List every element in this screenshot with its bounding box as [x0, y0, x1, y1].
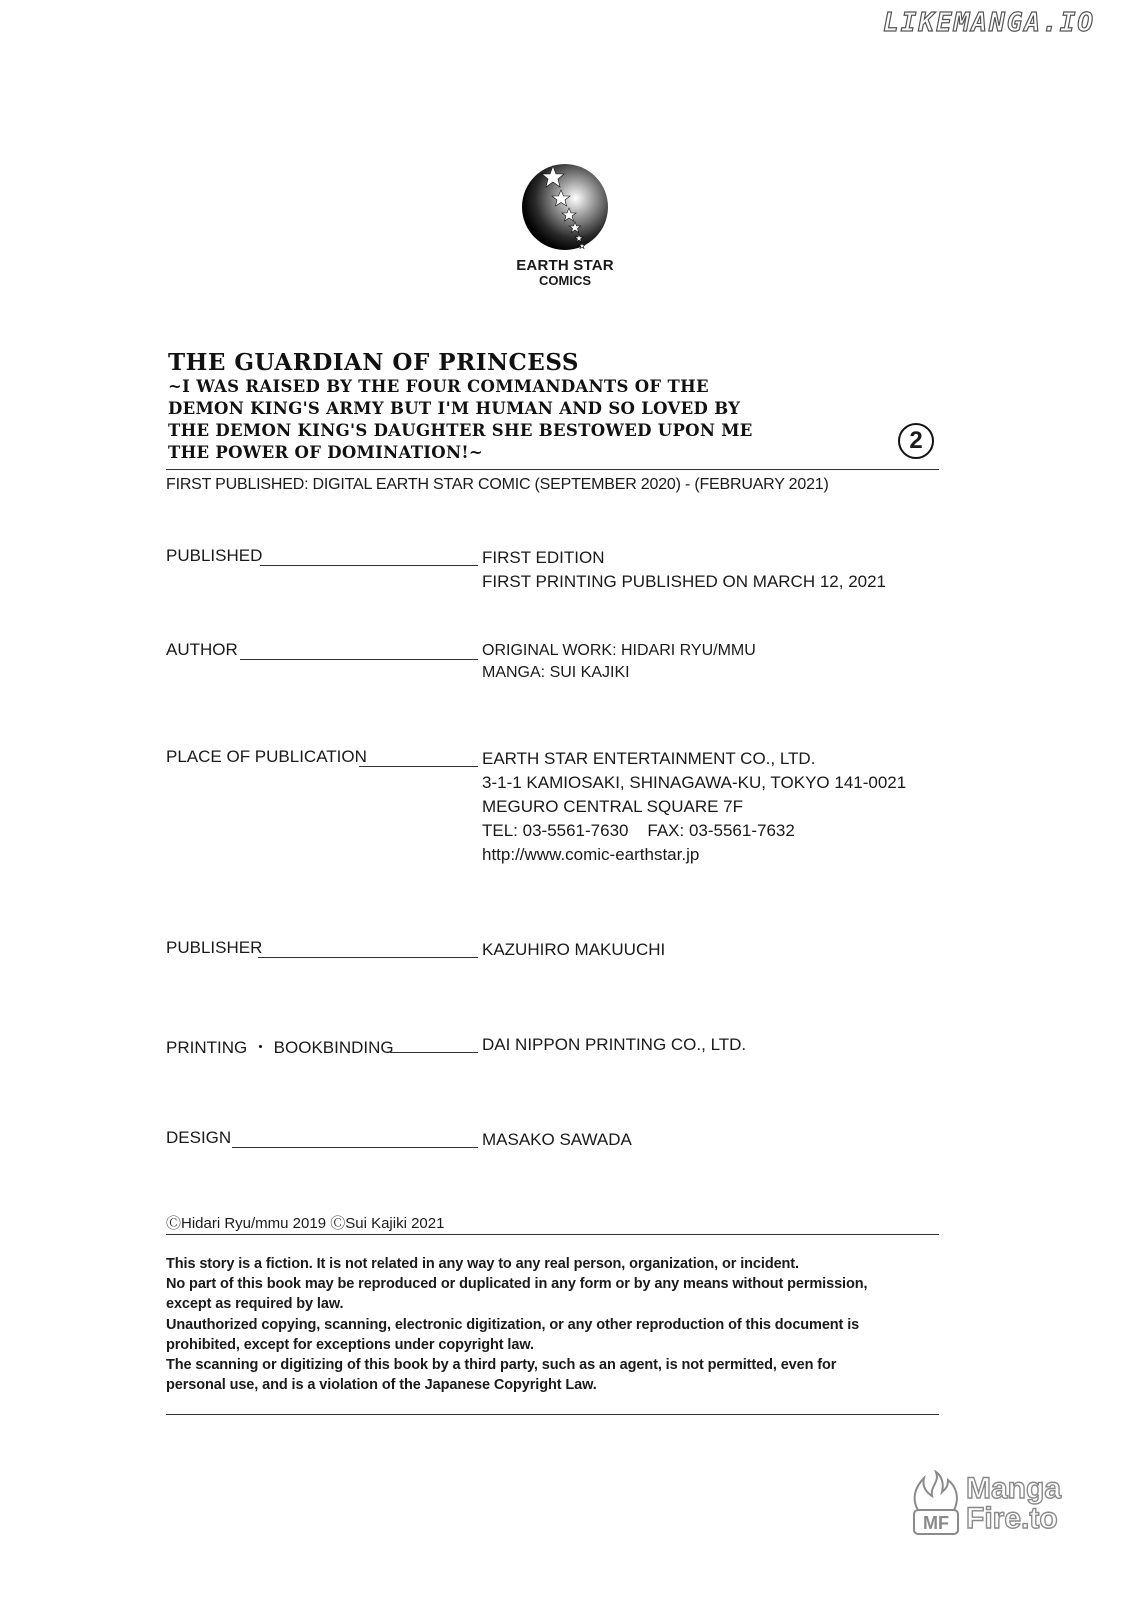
earth-star-logo-icon — [515, 162, 615, 252]
colophon-label: PUBLISHED — [166, 546, 263, 565]
colophon-value — [482, 1033, 746, 1057]
value-line: MANGA: SUI KAJIKI — [482, 664, 630, 681]
mangafire-text — [966, 1474, 1061, 1534]
logo-line-2: COMICS — [539, 273, 591, 288]
legal-line: Unauthorized copying, scanning, electronic digitization, or any other reproduction of this document is — [166, 1316, 860, 1333]
colophon-value — [482, 1128, 632, 1152]
colophon-value — [482, 747, 906, 867]
value-line: 3-1-1 KAMIOSAKI, SHINAGAWA-KU, TOKYO 141-0021 — [482, 773, 907, 792]
colophon-value — [482, 640, 756, 684]
colophon-label: PRINTING ・ BOOKBINDING — [166, 1038, 394, 1057]
legal-notice — [166, 1254, 946, 1395]
subtitle-line: THE POWER OF DOMINATION!~ — [168, 443, 484, 462]
mangafire-line-2: Fire.to — [966, 1502, 1058, 1535]
legal-line: This story is a fiction. It is not related in any way to any real person, organization, or incident. — [166, 1256, 799, 1272]
leader-line — [258, 957, 478, 958]
volume-badge: 2 — [898, 423, 934, 459]
value-line: EARTH STAR ENTERTAINMENT CO., LTD. — [482, 749, 816, 768]
value-line: FIRST EDITION — [482, 548, 605, 567]
colophon-label: DESIGN — [166, 1128, 232, 1147]
title-main: THE GUARDIAN OF PRINCESS — [168, 349, 580, 376]
copyright-line: ⒸHidari Ryu/mmu 2019 ⒸSui Kajiki 2021 — [166, 1215, 445, 1232]
leader-line — [390, 1052, 478, 1053]
earth-star-logo-text — [470, 258, 660, 288]
legal-line: No part of this book may be reproduced or duplicated in any form or by any means without permission, — [166, 1276, 868, 1293]
copyright-divider — [166, 1234, 939, 1235]
title-divider — [166, 469, 939, 470]
logo-line-1: EARTH STAR — [516, 257, 614, 274]
book-title — [168, 350, 868, 464]
colophon-value — [482, 938, 665, 962]
flame-icon — [908, 1470, 964, 1538]
value-line: KAZUHIRO MAKUUCHI — [482, 940, 666, 959]
bottom-divider — [166, 1414, 939, 1415]
value-line: TEL: 03-5561-7630 FAX: 03-5561-7632 — [482, 821, 795, 840]
value-line: MEGURO CENTRAL SQUARE 7F — [482, 797, 744, 816]
legal-line: except as required by law. — [166, 1296, 344, 1313]
colophon-label: PUBLISHER — [166, 938, 263, 957]
leader-line — [240, 659, 478, 660]
legal-line: The scanning or digitizing of this book by a third party, such as an agent, is not permitted, even for — [166, 1357, 837, 1374]
value-line: ORIGINAL WORK: HIDARI RYU/MMU — [482, 642, 756, 659]
leader-line — [232, 1147, 478, 1148]
likemanga-watermark: LIKEMANGA.IO — [883, 8, 1095, 38]
svg-text:MF: MF — [923, 1513, 949, 1533]
subtitle-line: ~I WAS RAISED BY THE FOUR COMMANDANTS OF THE — [168, 377, 709, 396]
subtitle-line: DEMON KING'S ARMY BUT I'M HUMAN AND SO LOVED BY — [168, 399, 741, 418]
subtitle-line: THE DEMON KING'S DAUGHTER SHE BESTOWED UPON ME — [168, 421, 753, 440]
value-line: MASAKO SAWADA — [482, 1130, 632, 1149]
value-line: FIRST PRINTING PUBLISHED ON MARCH 12, 2021 — [482, 572, 887, 591]
colophon-label: AUTHOR — [166, 640, 238, 659]
mangafire-line-1: Manga — [966, 1472, 1062, 1505]
first-published-line: FIRST PUBLISHED: DIGITAL EARTH STAR COMIC (SEPTEMBER 2020) - (FEBRUARY 2021) — [166, 476, 829, 493]
mangafire-watermark — [908, 1470, 1098, 1540]
colophon-value — [482, 546, 886, 594]
legal-line: personal use, and is a violation of the Japanese Copyright Law. — [166, 1377, 597, 1394]
value-line: http://www.comic-earthstar.jp — [482, 845, 700, 864]
leader-line — [260, 565, 478, 566]
leader-line — [359, 766, 478, 767]
value-line: DAI NIPPON PRINTING CO., LTD. — [482, 1035, 747, 1054]
title-subtitle — [168, 376, 868, 464]
colophon-label: PLACE OF PUBLICATION — [166, 747, 367, 766]
legal-line: prohibited, except for exceptions under copyright law. — [166, 1336, 534, 1353]
